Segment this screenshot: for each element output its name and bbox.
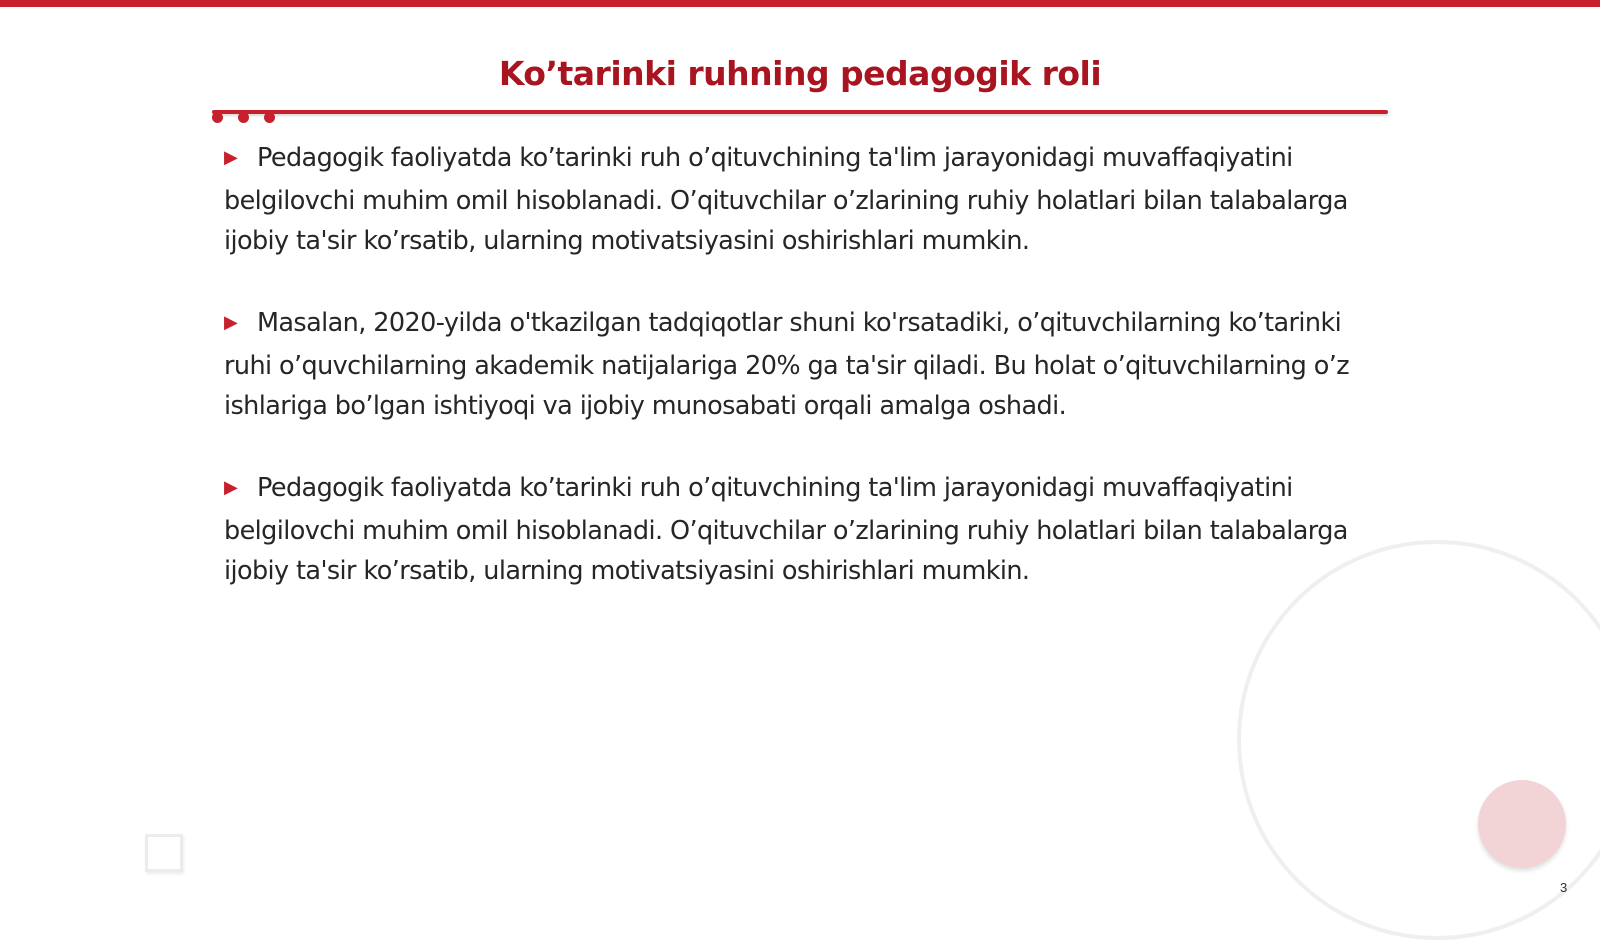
paragraph-text: Masalan, 2020-yilda o'tkazilgan tadqiqotlar shuni ko'rsatadiki, o’qituvchilarning ko’tarinki ruhi o’quvchilarning akademik natijalariga 20% ga ta'sir qiladi. Bu holat o’qituvchilarning o’z ishlariga bo’lgan ishtiyoqi va ijobiy munosabati orqali amalga oshadi. bbox=[224, 308, 1350, 421]
paragraph-text: Pedagogik faoliyatda ko’tarinki ruh o’qituvchining ta'lim jarayonidagi muvaffaqiyatini belgilovchi muhim omil hisoblanadi. O’qituvchilar o’zlarining ruhiy holatlari bilan talabalarga ijobiy ta'sir ko’rsatib, ularning motivatsiyasini oshirishlari mumkin. bbox=[224, 473, 1348, 586]
title-dot bbox=[264, 112, 275, 123]
title-dot bbox=[238, 112, 249, 123]
paragraph-text: Pedagogik faoliyatda ko’tarinki ruh o’qituvchining ta'lim jarayonidagi muvaffaqiyatini belgilovchi muhim omil hisoblanadi. O’qituvchilar o’zlarining ruhiy holatlari bilan talabalarga ijobiy ta'sir ko’rsatib, ularning motivatsiyasini oshirishlari mumkin. bbox=[224, 143, 1348, 256]
page-number: 3 bbox=[1560, 880, 1568, 895]
bullet-paragraph bbox=[224, 468, 1359, 591]
top-accent-bar bbox=[0, 0, 1600, 7]
slide-body bbox=[224, 138, 1359, 633]
bullet-triangle-icon: ▶ bbox=[224, 147, 238, 168]
title-dot bbox=[212, 112, 223, 123]
slide-title: Ko’tarinki ruhning pedagogik roli bbox=[498, 54, 1102, 93]
bullet-paragraph bbox=[224, 303, 1359, 426]
bullet-paragraph bbox=[224, 138, 1359, 261]
bullet-triangle-icon: ▶ bbox=[224, 312, 238, 333]
decorative-square bbox=[145, 834, 183, 872]
bullet-triangle-icon: ▶ bbox=[224, 477, 238, 498]
decorative-pink-circle bbox=[1478, 780, 1566, 868]
title-underline bbox=[212, 110, 1388, 114]
